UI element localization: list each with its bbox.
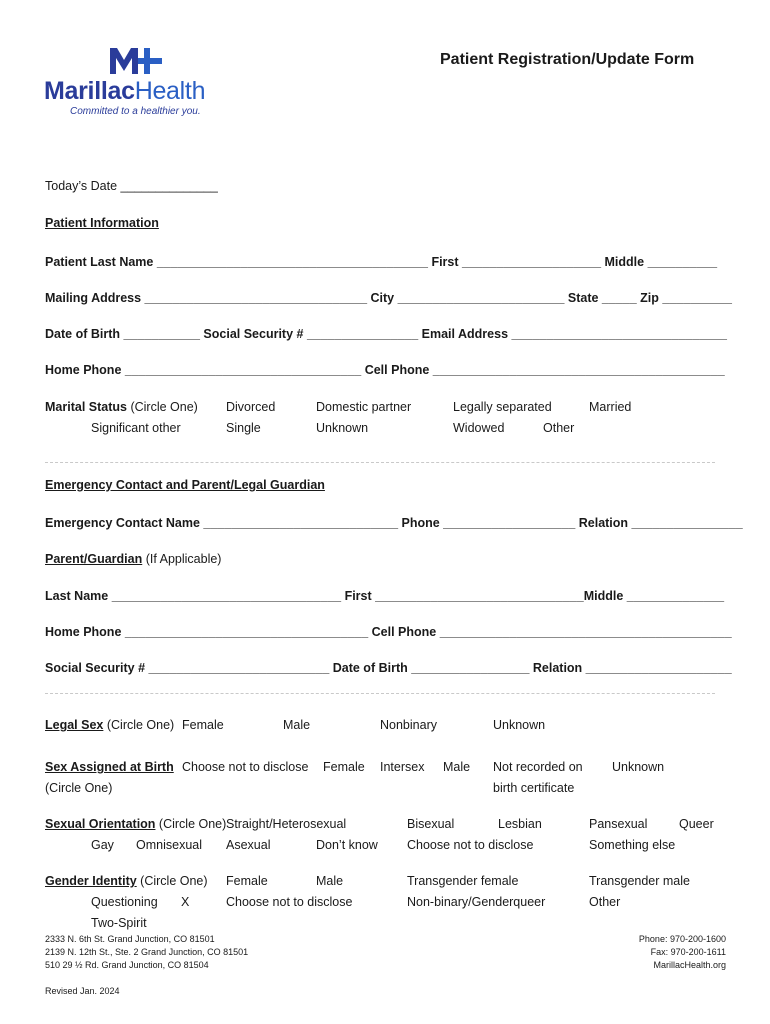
birth-sex-female[interactable]: Female xyxy=(323,760,365,774)
birth-sex-male[interactable]: Male xyxy=(443,760,471,774)
birth-sex-unknown[interactable]: Unknown xyxy=(612,760,665,774)
legal-sex-label: Legal Sex (Circle One) xyxy=(45,718,175,732)
sex-at-birth-label: Sex Assigned at Birth xyxy=(45,760,174,774)
gender-male[interactable]: Male xyxy=(316,874,344,888)
marital-option-married[interactable]: Married xyxy=(589,400,632,414)
logo-wordmark: MarillacHealth xyxy=(44,77,206,105)
orientation-label: Sexual Orientation (Circle One) xyxy=(45,817,227,831)
marital-option-separated[interactable]: Legally separated xyxy=(453,400,552,414)
marital-option-single[interactable]: Single xyxy=(226,421,261,435)
guardian-name-line[interactable]: Last Name _________________________________ First ______________________________Middle ______________ xyxy=(45,589,725,603)
marital-option-significant[interactable]: Significant other xyxy=(91,421,181,435)
marital-status-label: Marital Status (Circle One) xyxy=(45,400,198,414)
logo-mark-icon xyxy=(108,46,164,76)
gender-other[interactable]: Other xyxy=(589,895,621,909)
section-divider xyxy=(45,462,715,463)
footer-website[interactable]: MarillacHealth.org xyxy=(653,960,726,970)
marital-option-divorced[interactable]: Divorced xyxy=(226,400,276,414)
phone-line[interactable]: Home Phone __________________________________ Cell Phone __________________________________________ xyxy=(45,363,725,377)
gender-trans-female[interactable]: Transgender female xyxy=(407,874,519,888)
orientation-queer[interactable]: Queer xyxy=(679,817,714,831)
logo-tagline: Committed to a healthier you. xyxy=(70,106,201,117)
gender-x[interactable]: X xyxy=(181,895,190,909)
footer-revised: Revised Jan. 2024 xyxy=(45,986,120,996)
page-title: Patient Registration/Update Form xyxy=(440,51,695,68)
footer-phone: Phone: 970-200-1600 xyxy=(638,934,726,944)
orientation-straight[interactable]: Straight/Heterosexual xyxy=(226,817,347,831)
legal-sex-unknown[interactable]: Unknown xyxy=(493,718,546,732)
orientation-dont-know[interactable]: Don’t know xyxy=(316,838,378,852)
footer-address-1: 2333 N. 6th St. Grand Junction, CO 81501 xyxy=(45,934,215,944)
emergency-contact-line[interactable]: Emergency Contact Name ____________________________ Phone ___________________ Relation ________________ xyxy=(45,516,743,530)
legal-sex-female[interactable]: Female xyxy=(182,718,224,732)
marital-option-widowed[interactable]: Widowed xyxy=(453,421,505,435)
marital-option-unknown[interactable]: Unknown xyxy=(316,421,369,435)
guardian-ssn-line[interactable]: Social Security # __________________________ Date of Birth _________________ Relation _____________________ xyxy=(45,661,732,675)
gender-trans-male[interactable]: Transgender male xyxy=(589,874,690,888)
birth-sex-not-recorded[interactable]: Not recorded on xyxy=(493,760,583,774)
guardian-phone-line[interactable]: Home Phone ___________________________________ Cell Phone __________________________________________ xyxy=(45,625,732,639)
orientation-no-disclose[interactable]: Choose not to disclose xyxy=(407,838,534,852)
dob-ssn-email-line[interactable]: Date of Birth ___________ Social Security # ________________ Email Address _______________________________ xyxy=(45,327,728,341)
gender-questioning[interactable]: Questioning xyxy=(91,895,158,909)
section-divider xyxy=(45,693,715,694)
gender-no-disclose[interactable]: Choose not to disclose xyxy=(226,895,353,909)
emergency-heading: Emergency Contact and Parent/Legal Guardian xyxy=(45,478,325,492)
orientation-asexual[interactable]: Asexual xyxy=(226,838,271,852)
gender-two-spirit[interactable]: Two-Spirit xyxy=(91,916,147,930)
footer-address-3: 510 29 ½ Rd. Grand Junction, CO 81504 xyxy=(45,960,209,970)
orientation-gay[interactable]: Gay xyxy=(91,838,114,852)
marital-option-other[interactable]: Other xyxy=(543,421,575,435)
gender-nonbinary[interactable]: Non-binary/Genderqueer xyxy=(407,895,546,909)
orientation-omnisexual[interactable]: Omnisexual xyxy=(136,838,202,852)
orientation-lesbian[interactable]: Lesbian xyxy=(498,817,542,831)
birth-sex-intersex[interactable]: Intersex xyxy=(380,760,425,774)
sex-at-birth-hint: (Circle One) xyxy=(45,781,113,795)
mailing-address-line[interactable]: Mailing Address ________________________________ City ________________________ State _____ Zip __________ xyxy=(45,291,732,305)
orientation-bisexual[interactable]: Bisexual xyxy=(407,817,455,831)
gender-label: Gender Identity (Circle One) xyxy=(45,874,208,888)
todays-date-field[interactable]: Today’s Date ______________ xyxy=(45,179,218,193)
orientation-something-else[interactable]: Something else xyxy=(589,838,676,852)
gender-female[interactable]: Female xyxy=(226,874,268,888)
birth-sex-no-disclose[interactable]: Choose not to disclose xyxy=(182,760,309,774)
guardian-label: Parent/Guardian (If Applicable) xyxy=(45,552,222,566)
footer-fax: Fax: 970-200-1611 xyxy=(650,947,726,957)
legal-sex-male[interactable]: Male xyxy=(283,718,311,732)
birth-sex-not-recorded-cont[interactable]: birth certificate xyxy=(493,781,575,795)
legal-sex-nonbinary[interactable]: Nonbinary xyxy=(380,718,437,732)
marital-option-domestic[interactable]: Domestic partner xyxy=(316,400,412,414)
footer-address-2: 2139 N. 12th St., Ste. 2 Grand Junction, CO 81501 xyxy=(45,947,249,957)
patient-info-heading: Patient Information xyxy=(45,216,159,230)
orientation-pansexual[interactable]: Pansexual xyxy=(589,817,648,831)
patient-name-line[interactable]: Patient Last Name _______________________________________ First ____________________ Middle __________ xyxy=(45,255,718,269)
